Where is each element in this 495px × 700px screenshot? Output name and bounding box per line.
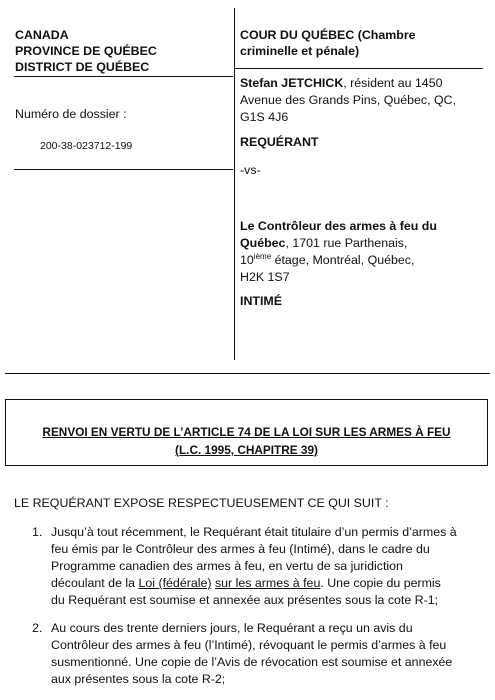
left-header-rule-bottom xyxy=(14,169,233,170)
right-header-rule xyxy=(235,68,483,69)
document-title-line2: (L.C. 1995, CHAPITRE 39) xyxy=(175,443,318,457)
applicant-role: REQUÉRANT xyxy=(240,135,319,149)
court-name-line1: COUR DU QUÉBEC (Chambre xyxy=(240,28,416,42)
item-number: 1. xyxy=(32,525,43,539)
file-number-value: 200-38-023712-199 xyxy=(40,140,133,152)
respondent-floor-number: 10 xyxy=(240,253,254,267)
document-title-line1: RENVOI EN VERTU DE L’ARTICLE 74 DE LA LOI SUR LES ARMES À FEU xyxy=(42,425,451,439)
court-name xyxy=(240,27,416,59)
item-number: 2. xyxy=(32,621,43,635)
applicant-block xyxy=(240,75,485,126)
section-separator xyxy=(5,373,490,374)
item-line: susmentionné. Une copie de l’Avis de révocation est soumise et annexée xyxy=(51,655,453,669)
respondent-postal-code: H2K 1S7 xyxy=(240,270,290,284)
versus-label: -vs- xyxy=(240,163,261,177)
intro-statement: LE REQUÉRANT EXPOSE RESPECTUEUSEMENT CE QUI SUIT : xyxy=(14,496,389,510)
applicant-address-line2: Avenue des Grands Pins, Québec, QC, xyxy=(240,93,457,107)
applicant-address-start: , résident au 1450 xyxy=(343,76,443,90)
document-title-box xyxy=(5,399,488,466)
list-item xyxy=(32,524,484,609)
province-label: PROVINCE DE QUÉBEC xyxy=(15,44,157,58)
item-line: découlant de la xyxy=(51,576,139,590)
respondent-address-start: , 1701 rue Parthenais, xyxy=(285,236,408,250)
law-reference-firearms-act: sur les armes à feu xyxy=(214,576,321,590)
left-header-rule-top xyxy=(14,76,233,77)
district-label: DISTRICT DE QUÉBEC xyxy=(15,60,150,74)
respondent-name-line1: Le Contrôleur des armes à feu du xyxy=(240,219,437,233)
court-name-line2: criminelle et pénale) xyxy=(240,44,360,58)
respondent-block xyxy=(240,218,485,286)
respondent-role: INTIMÉ xyxy=(240,294,282,308)
item-line: . Une copie du permis xyxy=(320,576,441,590)
item-line: feu émis par le Contrôleur des armes à feu (Intimé), dans le cadre du xyxy=(51,542,430,556)
applicant-name: Stefan JETCHICK xyxy=(240,76,344,90)
item-line: Jusqu’à tout récemment, le Requérant était titulaire d’un permis d’armes à xyxy=(51,525,457,539)
item-line: Au cours des trente derniers jours, le Requérant a reçu un avis du xyxy=(51,621,413,635)
jurisdiction-block xyxy=(15,27,157,75)
list-item xyxy=(32,620,484,688)
law-reference-federal: Loi (fédérale) xyxy=(138,576,212,590)
item-line: du Requérant est soumise et annexée aux présentes sous la cote R-1; xyxy=(51,593,439,607)
respondent-floor-rest: étage, Montréal, Québec, xyxy=(271,253,415,267)
country-label: CANADA xyxy=(15,28,69,42)
item-line: aux présentes sous la cote R-2; xyxy=(51,672,226,686)
header-column-divider xyxy=(234,8,235,360)
file-number-label: Numéro de dossier : xyxy=(15,107,127,121)
respondent-floor-ordinal: ième xyxy=(253,251,272,261)
item-line: Contrôleur des armes à feu (l’Intimé), révoquant le permis d’armes à feu xyxy=(51,638,447,652)
respondent-name-line2: Québec xyxy=(240,236,286,250)
applicant-postal-code: G1S 4J6 xyxy=(240,110,289,124)
item-line: Programme canadien des armes à feu, en vertu de sa juridiction xyxy=(51,559,403,573)
